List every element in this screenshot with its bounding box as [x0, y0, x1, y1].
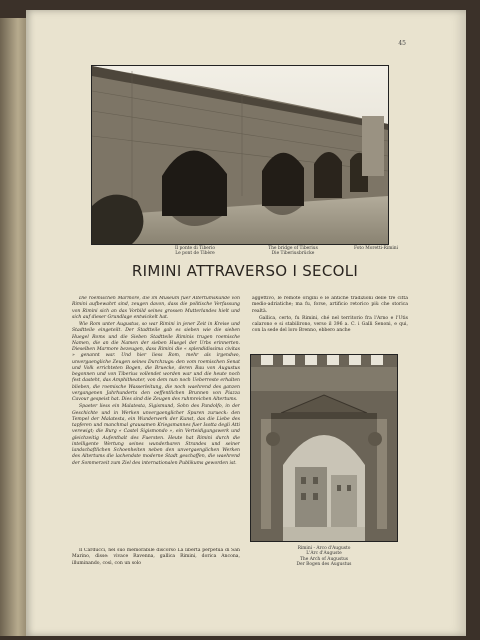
bridge-caption-english-german — [258, 246, 328, 257]
caption-line: Rimini - Arco d'Augusto — [297, 546, 351, 551]
article-title: RIMINI ATTRAVERSO I SECOLI — [131, 262, 359, 280]
paragraph: Die roemischen Marmore, die im Museum fuer Altertumskunde von Rimini aufbewahrt sind, zeugen davon, dass die politische Verfassung von Rimini sich an das Vorbild seines grossen Mutterlandes hielt und sich auf dieser Grundlage entwickelt hat. — [72, 296, 240, 320]
paragraph: aggettivo, le remote origini e le antiche tradizioni delle tre città medio-adriatiche; ma fu, forse, artificio retorico più che storica realtà. — [252, 296, 408, 314]
paragraph: Spaeter liess ein Malatesta, Sigismund, Sohn des Pandolfo, in der Geschichte und in Werken unvergaenglicher Spuren zurueck: den Tempel der Malatesta, ein Wunderwerk der Kunst, das die Liebe des tapferen und manchmal grausamen Kriegsmannes fuer Isotta degli Atti verewigt; die Burg « Castel Sigismondo », ein Verteidigungswerk und gleichzeitig Aufenthalt des Fuersten. Heute hat Rimini durch die intelligente Wertung seines wunderbaren Strandes und seiner landschaftlichen Schoenheiten neben den unvergaenglichen Werken des Altertums die lachendste moderne Stadt geschaffen, die waehrend der Sommerzeit zum Ziel des internationalen Publikums geworden ist. — [72, 404, 240, 466]
bridge-caption-italian-french — [160, 246, 230, 257]
caption-line: Die Tiberiusbrücke — [271, 251, 315, 257]
italian-lead — [72, 548, 240, 576]
arch-caption — [282, 546, 366, 568]
page-number: 45 — [398, 40, 406, 47]
photo-credit — [338, 246, 398, 251]
right-column-top — [252, 296, 408, 344]
arch-of-augustus-photo — [250, 354, 398, 542]
paragraph: Wie Rom unter Augustus, so war Rimini in jener Zeit in Kreise und Stadtteile eingeteilt. Der Stadtteile gab es sieben wie die sieben Huegel Roms und die Sieben Stadtteile Riminis trugen roemische Namen, die an die Namen der sieben Huegel der Urbs erinnerten. Dieselben Marmore bezeugen, dass Rimini die « splendidissima civitas » genannt war. Und hier liess Rom, mehr als irgendwo, unvergaengliche Zeugen seines Durchzugs: den vom roemischen Senat und Volk errichteten Bogen, die Bruecke, deren Bau von Augustus begonnen und von Tiberius vollendet worden war und die heute noch fest dasteht, das Amphitheater, von dem nun noch Ueberreste erhalten blieben, die roemische Wasserleitung, die noch waehrend des ganzen vergangenen Jahrhunderts den oeffentlichen Brunnen von Piazza Cavour gespeist hat. Dies sind die Zeugen des ruhmreichen Altertums. — [72, 322, 240, 402]
caption-line: Il ponte di Tiberio — [174, 246, 216, 251]
paragraph: Gallica, certo, fu Rimini, ché nel territorio fra l'Arno e l'Utis calarono e si stabilirono, verso il 396 a. C. i Galli Senoni, e qui, con la sede del loro Brenno, ebbero anche — [252, 315, 408, 334]
caption-line: Foto Moretti-Rimini — [353, 246, 398, 251]
left-column — [72, 296, 240, 568]
caption-line: Le pont de Tibère — [175, 251, 215, 257]
bridge-photo — [91, 65, 389, 245]
caption-line: The bridge of Tiberius — [268, 246, 318, 251]
paragraph: Il Carducci, nel suo memorabile discorso La libertà perpetua di San Marino, disse: vivace Ravenna, gallica Rimini, dorica Ancona, illuminando, così, con un solo — [72, 548, 240, 566]
caption-line: L'Arc d'Auguste — [306, 551, 342, 557]
caption-line: The Arch of Augustus — [299, 556, 349, 562]
caption-line: Der Bogen des Augustus — [296, 562, 352, 568]
